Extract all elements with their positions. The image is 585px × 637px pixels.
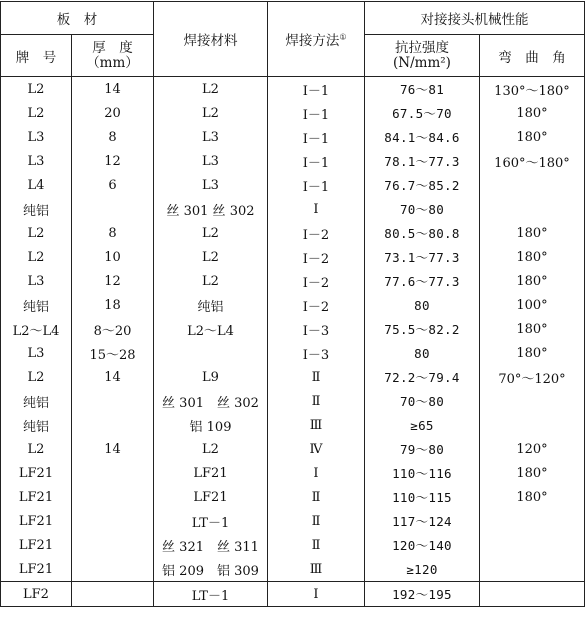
cell-tensile: 70～80 bbox=[365, 197, 480, 221]
table-row bbox=[1, 461, 585, 485]
cell-filler: 丝 301 丝 302 bbox=[154, 389, 268, 413]
cell-tensile: 110～116 bbox=[365, 461, 480, 485]
cell-filler: LF21 bbox=[154, 461, 268, 485]
cell-bend bbox=[480, 413, 585, 437]
cell-filler: 丝 321 丝 311 bbox=[154, 533, 268, 557]
cell-filler: 铝 109 bbox=[154, 413, 268, 437]
cell-bend: 180° bbox=[480, 341, 585, 365]
cell-method: Ⅰ－1 bbox=[268, 125, 365, 149]
cell-method: Ⅱ bbox=[268, 365, 365, 389]
cell-filler: L3 bbox=[154, 149, 268, 173]
cell-thickness: 8 bbox=[72, 221, 154, 245]
cell-method: Ⅲ bbox=[268, 413, 365, 437]
cell-filler: L2 bbox=[154, 269, 268, 293]
table-row bbox=[1, 389, 585, 413]
cell-method: Ⅰ bbox=[268, 582, 365, 607]
table-body bbox=[1, 77, 585, 607]
header-plate-material: 板 材 bbox=[1, 2, 154, 35]
cell-bend bbox=[480, 389, 585, 413]
header-joint-properties: 对接接头机械性能 bbox=[365, 2, 585, 35]
cell-tensile: 77.6～77.3 bbox=[365, 269, 480, 293]
table-row bbox=[1, 293, 585, 317]
cell-method: Ⅰ－2 bbox=[268, 221, 365, 245]
cell-method: Ⅳ bbox=[268, 437, 365, 461]
cell-method: Ⅰ－2 bbox=[268, 245, 365, 269]
cell-tensile: 110～115 bbox=[365, 485, 480, 509]
table-row bbox=[1, 173, 585, 197]
cell-tensile: 76～81 bbox=[365, 77, 480, 102]
cell-bend: 180° bbox=[480, 461, 585, 485]
cell-filler: L2 bbox=[154, 245, 268, 269]
cell-tensile: 72.2～79.4 bbox=[365, 365, 480, 389]
cell-thickness bbox=[72, 533, 154, 557]
header-tensile-unit: (N/mm²) bbox=[393, 54, 451, 71]
cell-bend: 180° bbox=[480, 269, 585, 293]
table-row bbox=[1, 101, 585, 125]
cell-thickness: 10 bbox=[72, 245, 154, 269]
cell-tensile: 192～195 bbox=[365, 582, 480, 607]
header-thickness-unit: （mm） bbox=[86, 54, 139, 71]
cell-filler: L2 bbox=[154, 77, 268, 102]
cell-thickness: 8～20 bbox=[72, 317, 154, 341]
cell-tensile: 73.1～77.3 bbox=[365, 245, 480, 269]
cell-grade: LF21 bbox=[1, 461, 72, 485]
cell-grade: L3 bbox=[1, 269, 72, 293]
cell-method: Ⅰ－1 bbox=[268, 173, 365, 197]
cell-thickness: 14 bbox=[72, 437, 154, 461]
cell-grade: LF21 bbox=[1, 509, 72, 533]
table-row bbox=[1, 149, 585, 173]
cell-tensile: 78.1～77.3 bbox=[365, 149, 480, 173]
table-row bbox=[1, 77, 585, 102]
cell-method: Ⅰ bbox=[268, 461, 365, 485]
header-thickness-label: 厚 度 bbox=[92, 39, 133, 56]
table-row bbox=[1, 221, 585, 245]
cell-grade: L3 bbox=[1, 125, 72, 149]
cell-grade: 纯铝 bbox=[1, 197, 72, 221]
table-row bbox=[1, 437, 585, 461]
cell-tensile: 76.7～85.2 bbox=[365, 173, 480, 197]
cell-tensile: 80 bbox=[365, 341, 480, 365]
cell-bend bbox=[480, 509, 585, 533]
cell-filler: 纯铝 bbox=[154, 293, 268, 317]
cell-method: Ⅱ bbox=[268, 389, 365, 413]
table-row bbox=[1, 365, 585, 389]
cell-bend: 180° bbox=[480, 485, 585, 509]
cell-thickness bbox=[72, 582, 154, 607]
table-row bbox=[1, 413, 585, 437]
cell-filler: L2 bbox=[154, 221, 268, 245]
cell-tensile: 67.5～70 bbox=[365, 101, 480, 125]
cell-method: Ⅱ bbox=[268, 509, 365, 533]
cell-thickness: 15～28 bbox=[72, 341, 154, 365]
table-row bbox=[1, 341, 585, 365]
cell-thickness: 12 bbox=[72, 269, 154, 293]
cell-method: Ⅱ bbox=[268, 533, 365, 557]
cell-grade: LF2 bbox=[1, 582, 72, 607]
cell-tensile: 120～140 bbox=[365, 533, 480, 557]
cell-filler: LF21 bbox=[154, 485, 268, 509]
cell-thickness: 6 bbox=[72, 173, 154, 197]
cell-grade: L4 bbox=[1, 173, 72, 197]
cell-method: Ⅲ bbox=[268, 557, 365, 582]
header-tensile-strength bbox=[365, 35, 480, 77]
table-row bbox=[1, 509, 585, 533]
footnote-marker: ① bbox=[339, 32, 347, 42]
cell-grade: LF21 bbox=[1, 485, 72, 509]
header-filler-material: 焊接材料 bbox=[154, 2, 268, 77]
cell-bend: 100° bbox=[480, 293, 585, 317]
cell-method: Ⅰ－3 bbox=[268, 317, 365, 341]
header-grade: 牌 号 bbox=[1, 35, 72, 77]
cell-tensile: 79～80 bbox=[365, 437, 480, 461]
cell-bend: 120° bbox=[480, 437, 585, 461]
cell-bend: 180° bbox=[480, 317, 585, 341]
cell-method: Ⅰ－1 bbox=[268, 101, 365, 125]
cell-method: Ⅱ bbox=[268, 485, 365, 509]
cell-thickness: 12 bbox=[72, 149, 154, 173]
cell-grade: L2～L4 bbox=[1, 317, 72, 341]
cell-thickness: 8 bbox=[72, 125, 154, 149]
cell-grade: L2 bbox=[1, 221, 72, 245]
cell-method: Ⅰ－2 bbox=[268, 269, 365, 293]
table-row bbox=[1, 197, 585, 221]
cell-filler: L3 bbox=[154, 173, 268, 197]
cell-grade: 纯铝 bbox=[1, 413, 72, 437]
cell-bend: 180° bbox=[480, 245, 585, 269]
cell-bend: 160°～180° bbox=[480, 149, 585, 173]
table-row bbox=[1, 485, 585, 509]
header-tensile-label: 抗拉强度 bbox=[395, 39, 449, 56]
cell-thickness: 14 bbox=[72, 365, 154, 389]
cell-filler: L3 bbox=[154, 125, 268, 149]
cell-grade: LF21 bbox=[1, 533, 72, 557]
cell-thickness: 14 bbox=[72, 77, 154, 102]
cell-tensile: ≥120 bbox=[365, 557, 480, 582]
cell-filler: L2 bbox=[154, 101, 268, 125]
cell-thickness bbox=[72, 389, 154, 413]
cell-bend: 130°～180° bbox=[480, 77, 585, 102]
cell-grade: L2 bbox=[1, 77, 72, 102]
cell-tensile: 70～80 bbox=[365, 389, 480, 413]
cell-thickness bbox=[72, 485, 154, 509]
cell-thickness: 20 bbox=[72, 101, 154, 125]
cell-tensile: 80 bbox=[365, 293, 480, 317]
table-row bbox=[1, 269, 585, 293]
table-row bbox=[1, 245, 585, 269]
cell-tensile: 117～124 bbox=[365, 509, 480, 533]
cell-method: Ⅰ－1 bbox=[268, 149, 365, 173]
table-row bbox=[1, 582, 585, 607]
cell-grade: 纯铝 bbox=[1, 389, 72, 413]
cell-bend: 180° bbox=[480, 101, 585, 125]
cell-method: Ⅰ－1 bbox=[268, 77, 365, 102]
cell-tensile: 75.5～82.2 bbox=[365, 317, 480, 341]
cell-thickness bbox=[72, 413, 154, 437]
header-welding-method-label: 焊接方法 bbox=[285, 33, 340, 49]
cell-bend: 180° bbox=[480, 125, 585, 149]
cell-filler: 铝 209 铝 309 bbox=[154, 557, 268, 582]
cell-filler: L2～L4 bbox=[154, 317, 268, 341]
cell-grade: 纯铝 bbox=[1, 293, 72, 317]
cell-filler: LT－1 bbox=[154, 509, 268, 533]
cell-method: Ⅰ bbox=[268, 197, 365, 221]
cell-filler: L9 bbox=[154, 365, 268, 389]
cell-bend: 180° bbox=[480, 221, 585, 245]
cell-grade: LF21 bbox=[1, 557, 72, 582]
welding-properties-table bbox=[0, 1, 585, 607]
cell-thickness bbox=[72, 461, 154, 485]
cell-grade: L3 bbox=[1, 341, 72, 365]
cell-bend bbox=[480, 173, 585, 197]
header-welding-method bbox=[268, 2, 365, 77]
cell-bend bbox=[480, 582, 585, 607]
cell-bend bbox=[480, 557, 585, 582]
cell-filler: 丝 301 丝 302 bbox=[154, 197, 268, 221]
cell-filler bbox=[154, 341, 268, 365]
table-row bbox=[1, 317, 585, 341]
cell-tensile: 84.1～84.6 bbox=[365, 125, 480, 149]
cell-tensile: 80.5～80.8 bbox=[365, 221, 480, 245]
header-thickness bbox=[72, 35, 154, 77]
cell-thickness: 18 bbox=[72, 293, 154, 317]
cell-grade: L2 bbox=[1, 101, 72, 125]
cell-thickness bbox=[72, 197, 154, 221]
cell-bend: 70°～120° bbox=[480, 365, 585, 389]
header-bend-angle: 弯 曲 角 bbox=[480, 35, 585, 77]
cell-filler: LT－1 bbox=[154, 582, 268, 607]
cell-bend bbox=[480, 533, 585, 557]
cell-grade: L2 bbox=[1, 245, 72, 269]
cell-grade: L2 bbox=[1, 365, 72, 389]
cell-grade: L3 bbox=[1, 149, 72, 173]
cell-tensile: ≥65 bbox=[365, 413, 480, 437]
cell-method: Ⅰ－3 bbox=[268, 341, 365, 365]
cell-grade: L2 bbox=[1, 437, 72, 461]
cell-method: Ⅰ－2 bbox=[268, 293, 365, 317]
cell-bend bbox=[480, 197, 585, 221]
table-row bbox=[1, 125, 585, 149]
cell-thickness bbox=[72, 509, 154, 533]
table-row bbox=[1, 533, 585, 557]
cell-filler: L2 bbox=[154, 437, 268, 461]
cell-thickness bbox=[72, 557, 154, 582]
table-row bbox=[1, 557, 585, 582]
